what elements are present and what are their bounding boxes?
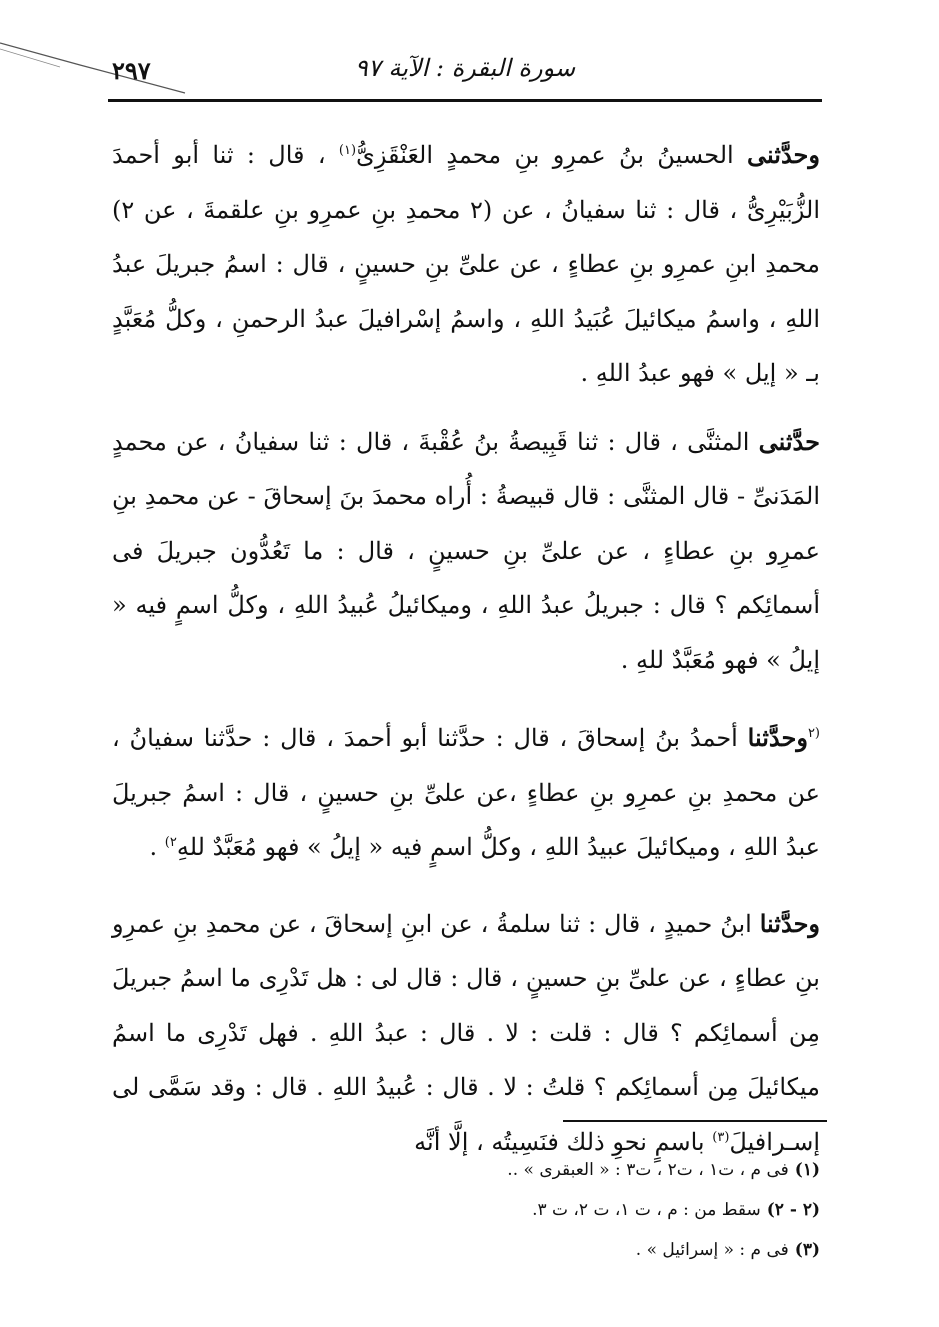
- paragraph-lead: وحدَّثنا: [747, 723, 808, 752]
- paragraph-text: أحمدُ بنُ إسحاقَ ، قال : حدَّثنا أبو أحمدَ ، قال : حدَّثنا سفيانُ ، عن محمدِ بنِ عمرِو بنِ عطاءٍ ،عن علىِّ بنِ حسينٍ ، قال : اسمُ جبريلَ عبدُ اللهِ ، وميكائيلَ عبيدُ اللهِ ، وكلُّ اسمٍ فيه « إيلُ » فهو مُعَبَّدٌ للهِ: [112, 724, 820, 861]
- paragraph-text: الحسينُ بنُ عمرِو بنِ محمدٍ العَنْقَزِىُّ: [356, 141, 734, 169]
- footnote-text: فى م : « إسرائيل » .: [635, 1240, 789, 1260]
- footnote-text: فى م ، ت١ ، ت٢ ، ت٣ : « العبقرى » ..: [507, 1160, 789, 1180]
- footnotes: [300, 1150, 820, 1270]
- paragraph-lead: وحدَّثنا: [759, 908, 820, 938]
- paragraph-3: [112, 711, 820, 875]
- paragraph-text: المثنَّى ، قال : ثنا قَبِيصةُ بنُ عُقْبةَ ، قال : ثنا سفيانُ ، عن محمدٍ المَدَنىِّ - قال المثنَّى : قال قبيصةُ : أُراه محمدَ بنَ إسحاقَ - عن محمدِ بنِ عمرِو بنِ عطاءٍ ، عن علىِّ بنِ حسينٍ ، قال : ما تَعُدُّون جبريلَ فى أسمائِكم ؟ قال : جبريلُ عبدُ اللهِ ، وميكائيلُ عُبيدُ اللهِ ، وكلُّ اسمٍ فيه « إيلُ » فهو مُعَبَّدٌ للهِ .: [112, 427, 820, 674]
- footnote-number: (٣): [794, 1240, 820, 1260]
- header-rule: [108, 99, 822, 102]
- footnote-number: (١): [794, 1160, 820, 1180]
- footnote-rule: [563, 1120, 827, 1122]
- footnote-1: [300, 1150, 820, 1190]
- footnote-2: [300, 1190, 820, 1230]
- footnote-ref: (٣): [712, 1129, 730, 1145]
- page-number: ٢٩٧: [112, 56, 151, 85]
- paragraph-4: [112, 897, 820, 1170]
- main-text: [112, 128, 820, 1169]
- paragraph-text: ، قال : ثنا أبو أحمدَ الزُّبَيْرِىُّ ، قال : ثنا سفيانُ ، عن (٢ محمدِ بنِ عمرِو بنِ علقمةَ ، عن ٢) محمدِ ابنِ عمرِو بنِ عطاءٍ ، عن علىِّ بنِ حسينٍ ، قال : اسمُ جبريلَ عبدُ اللهِ ، واسمُ ميكائيلَ عُبَيدُ اللهِ ، واسمُ إسْرافيلَ عبدُ الرحمنِ ، وكلُّ مُعَبَّدٍ بـ « إيل » فهو عبدُ اللهِ .: [112, 141, 821, 387]
- paragraph-lead: وحدَّثنى: [747, 140, 820, 169]
- paragraph-text: .: [149, 833, 158, 861]
- footnote-3: [300, 1230, 820, 1270]
- footnote-ref: ٢): [164, 835, 177, 850]
- paragraph-text: ابنُ حميدٍ ، قال : ثنا سلمةُ ، عن ابنِ إسحاقَ ، عن محمدِ بنِ عمرِو بنِ عطاءٍ ، عن علىِّ بنِ حسينٍ ، قال : قال لى : هل تَدْرِى ما اسمُ جبريلَ مِن أسمائِكم ؟ قال : قلت : لا . قال : عبدُ اللهِ . فهل تَدْرِى ما اسمُ ميكائيلَ مِن أسمائِكم ؟ قلتُ : لا . قال : عُبيدُ اللهِ . قال : وقد سَمَّى لى إسـرافيلَ: [112, 909, 820, 1156]
- paragraph-1: [112, 128, 820, 401]
- paragraph-text: باسمٍ نحوِ ذلك فنَسِيتُه ، إلَّا أنَّه: [414, 1127, 705, 1156]
- footnote-ref: (١): [338, 143, 357, 158]
- footnote-text: سقط من : م ، ت ١، ت ٢، ت ٣.: [532, 1200, 761, 1220]
- paragraph-lead: حدَّثنى: [758, 426, 820, 456]
- paragraph-2: [112, 415, 820, 688]
- footnote-number: (٢ - ٢): [766, 1200, 820, 1220]
- footnote-ref: (٢: [807, 726, 820, 741]
- page-header: [108, 46, 822, 98]
- running-title: سورة البقرة : الآية ٩٧: [354, 54, 576, 82]
